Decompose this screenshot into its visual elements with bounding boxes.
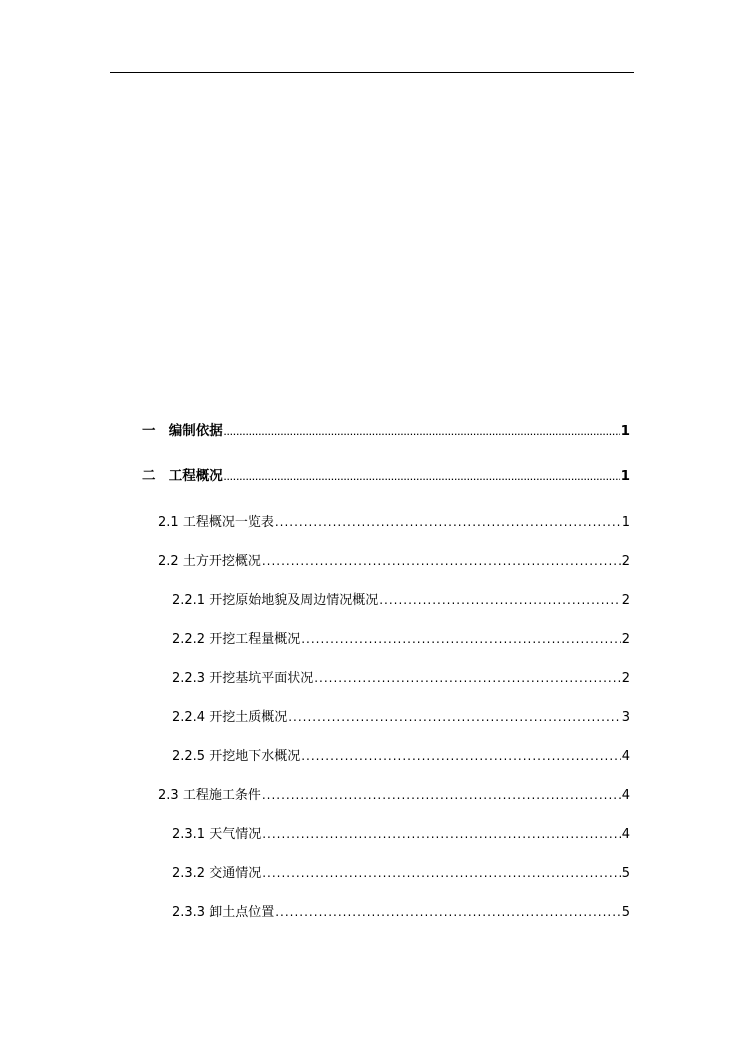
dot-leader [224,421,620,443]
dot-leader [314,666,620,690]
header-rule [110,72,634,73]
toc-entry-label: 2.2.5 开挖地下水概况 [172,749,301,764]
toc-page-number: 1 [620,423,630,439]
toc-page-number: 2 [621,593,630,608]
toc-entry-label: 2.3.3 卸土点位置 [172,905,275,920]
dot-leader [262,783,621,807]
toc-page-number: 5 [621,905,630,920]
dot-leader [301,744,620,768]
toc-entry[interactable] [172,588,630,612]
toc-page-number: 4 [621,788,630,803]
toc-entry-label: 2.2 土方开挖概况 [158,554,261,569]
dot-leader [262,822,620,846]
toc-entry-label: 2.3.1 天气情况 [172,827,262,842]
toc-entry-label: 2.2.1 开挖原始地貌及周边情况概况 [172,593,379,608]
toc-page-number: 2 [621,554,630,569]
toc-entry[interactable] [172,666,630,690]
toc-entry[interactable] [172,744,630,768]
toc-page-number: 2 [621,671,630,686]
toc-entry[interactable] [172,822,630,846]
toc-entry-label: 2.2.3 开挖基坑平面状况 [172,671,314,686]
dot-leader [262,549,621,573]
toc-page-number: 4 [621,827,630,842]
toc-entry-label: 2.2.2 开挖工程量概况 [172,632,301,647]
toc-entry[interactable] [158,549,630,573]
toc-entry[interactable] [172,705,630,729]
toc-entry[interactable] [172,861,630,885]
toc-entry[interactable] [158,783,630,807]
toc-entry-label: 二 工程概况 [142,468,223,484]
toc-page-number: 3 [621,710,630,725]
toc-entry[interactable] [172,627,630,651]
toc-entry-label: 2.2.4 开挖土质概况 [172,710,288,725]
dot-leader [379,588,620,612]
dot-leader [275,900,620,924]
toc-entry[interactable] [142,464,630,488]
toc-entry[interactable] [172,900,630,924]
toc-entry-label: 2.3 工程施工条件 [158,788,261,803]
toc-entry-label: 2.1 工程概况一览表 [158,515,274,530]
toc-page-number: 2 [621,632,630,647]
dot-leader [288,705,620,729]
dot-leader [275,510,621,534]
toc-entry-label: 一 编制依据 [142,423,223,439]
dot-leader [224,466,620,488]
dot-leader [301,627,620,651]
toc-page-number: 5 [621,866,630,881]
toc-entry[interactable] [142,419,630,443]
toc-page-number: 1 [621,515,630,530]
toc-entry[interactable] [158,510,630,534]
toc-page-number: 4 [621,749,630,764]
dot-leader [262,861,620,885]
toc-page-number: 1 [620,468,630,484]
toc-entry-label: 2.3.2 交通情况 [172,866,262,881]
